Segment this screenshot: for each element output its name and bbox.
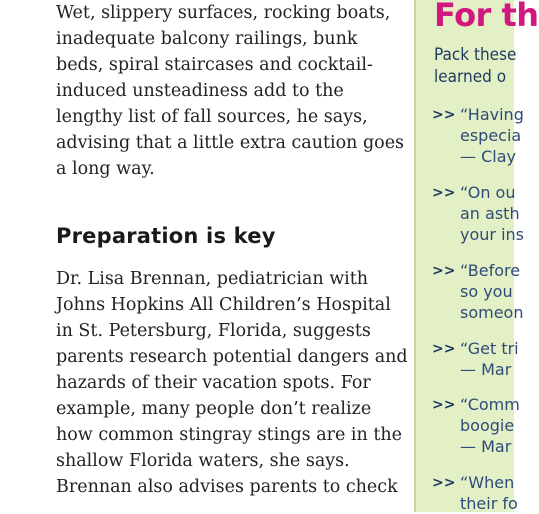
bullet-icon: >> bbox=[432, 185, 456, 201]
paragraph-line: parents research potential dangers and bbox=[56, 347, 408, 367]
paragraph-line: beds, spiral staircases and cocktail- bbox=[56, 55, 373, 75]
paragraph-1 bbox=[56, 0, 405, 182]
paragraph-line: a long way. bbox=[56, 159, 155, 179]
tip-line: especia bbox=[460, 126, 522, 145]
paragraph-line: inadequate balcony railings, bunk bbox=[56, 29, 358, 49]
paragraph-line: example, many people don’t realize bbox=[56, 399, 372, 419]
tip-line: “On ou bbox=[460, 183, 516, 202]
paragraph-line: advising that a little extra caution goes bbox=[56, 133, 405, 153]
paragraph-line: Wet, slippery surfaces, rocking boats, bbox=[56, 3, 391, 23]
tip-line: “Get tri bbox=[460, 339, 519, 358]
paragraph-line: Johns Hopkins All Children’s Hospital bbox=[56, 295, 391, 315]
tip-line: boogie bbox=[460, 416, 515, 435]
paragraph-line: how common stingray stings are in the bbox=[56, 425, 403, 445]
paragraph-line: lengthy list of fall sources, he says, bbox=[56, 107, 368, 127]
bullet-icon: >> bbox=[432, 263, 456, 279]
tip-line: “Before bbox=[460, 261, 521, 280]
sidebar-title: For th bbox=[434, 0, 539, 34]
tip-line: “Having bbox=[460, 105, 524, 124]
paragraph-line: hazards of their vacation spots. For bbox=[56, 373, 371, 393]
bullet-icon: >> bbox=[432, 341, 456, 357]
sidebar-intro-line: learned o bbox=[434, 67, 507, 87]
paragraph-line: shallow Florida waters, she says. bbox=[56, 451, 350, 471]
paragraph-line: induced unsteadiness add to the bbox=[56, 81, 344, 101]
tips-sidebar bbox=[414, 0, 539, 513]
tip-line: someon bbox=[460, 303, 524, 322]
sidebar-intro bbox=[434, 44, 516, 88]
tip-line: an asth bbox=[460, 204, 520, 223]
tip-item bbox=[432, 338, 519, 380]
paragraph-2 bbox=[56, 266, 408, 500]
paragraph-line: Brennan also advises parents to check bbox=[56, 477, 398, 497]
bullet-icon: >> bbox=[432, 107, 456, 123]
tip-line: “When bbox=[460, 473, 515, 492]
tip-item bbox=[432, 472, 518, 514]
tip-item bbox=[432, 104, 524, 167]
tip-line: — Clay bbox=[460, 147, 516, 166]
tip-line: so you bbox=[460, 282, 513, 301]
bullet-icon: >> bbox=[432, 475, 456, 491]
tip-item bbox=[432, 394, 520, 457]
section-heading: Preparation is key bbox=[56, 224, 276, 248]
tip-line: — Mar bbox=[460, 360, 512, 379]
sidebar-intro-line: Pack these bbox=[434, 45, 517, 65]
paragraph-line: Dr. Lisa Brennan, pediatrician with bbox=[56, 269, 369, 289]
tip-line: — Mar bbox=[460, 437, 512, 456]
bullet-icon: >> bbox=[432, 397, 456, 413]
tip-line: your ins bbox=[460, 225, 524, 244]
tip-item bbox=[432, 260, 523, 323]
tip-item bbox=[432, 182, 524, 245]
paragraph-line: in St. Petersburg, Florida, suggests bbox=[56, 321, 371, 341]
tip-line: “Comm bbox=[460, 395, 520, 414]
tip-line: their fo bbox=[460, 494, 518, 513]
